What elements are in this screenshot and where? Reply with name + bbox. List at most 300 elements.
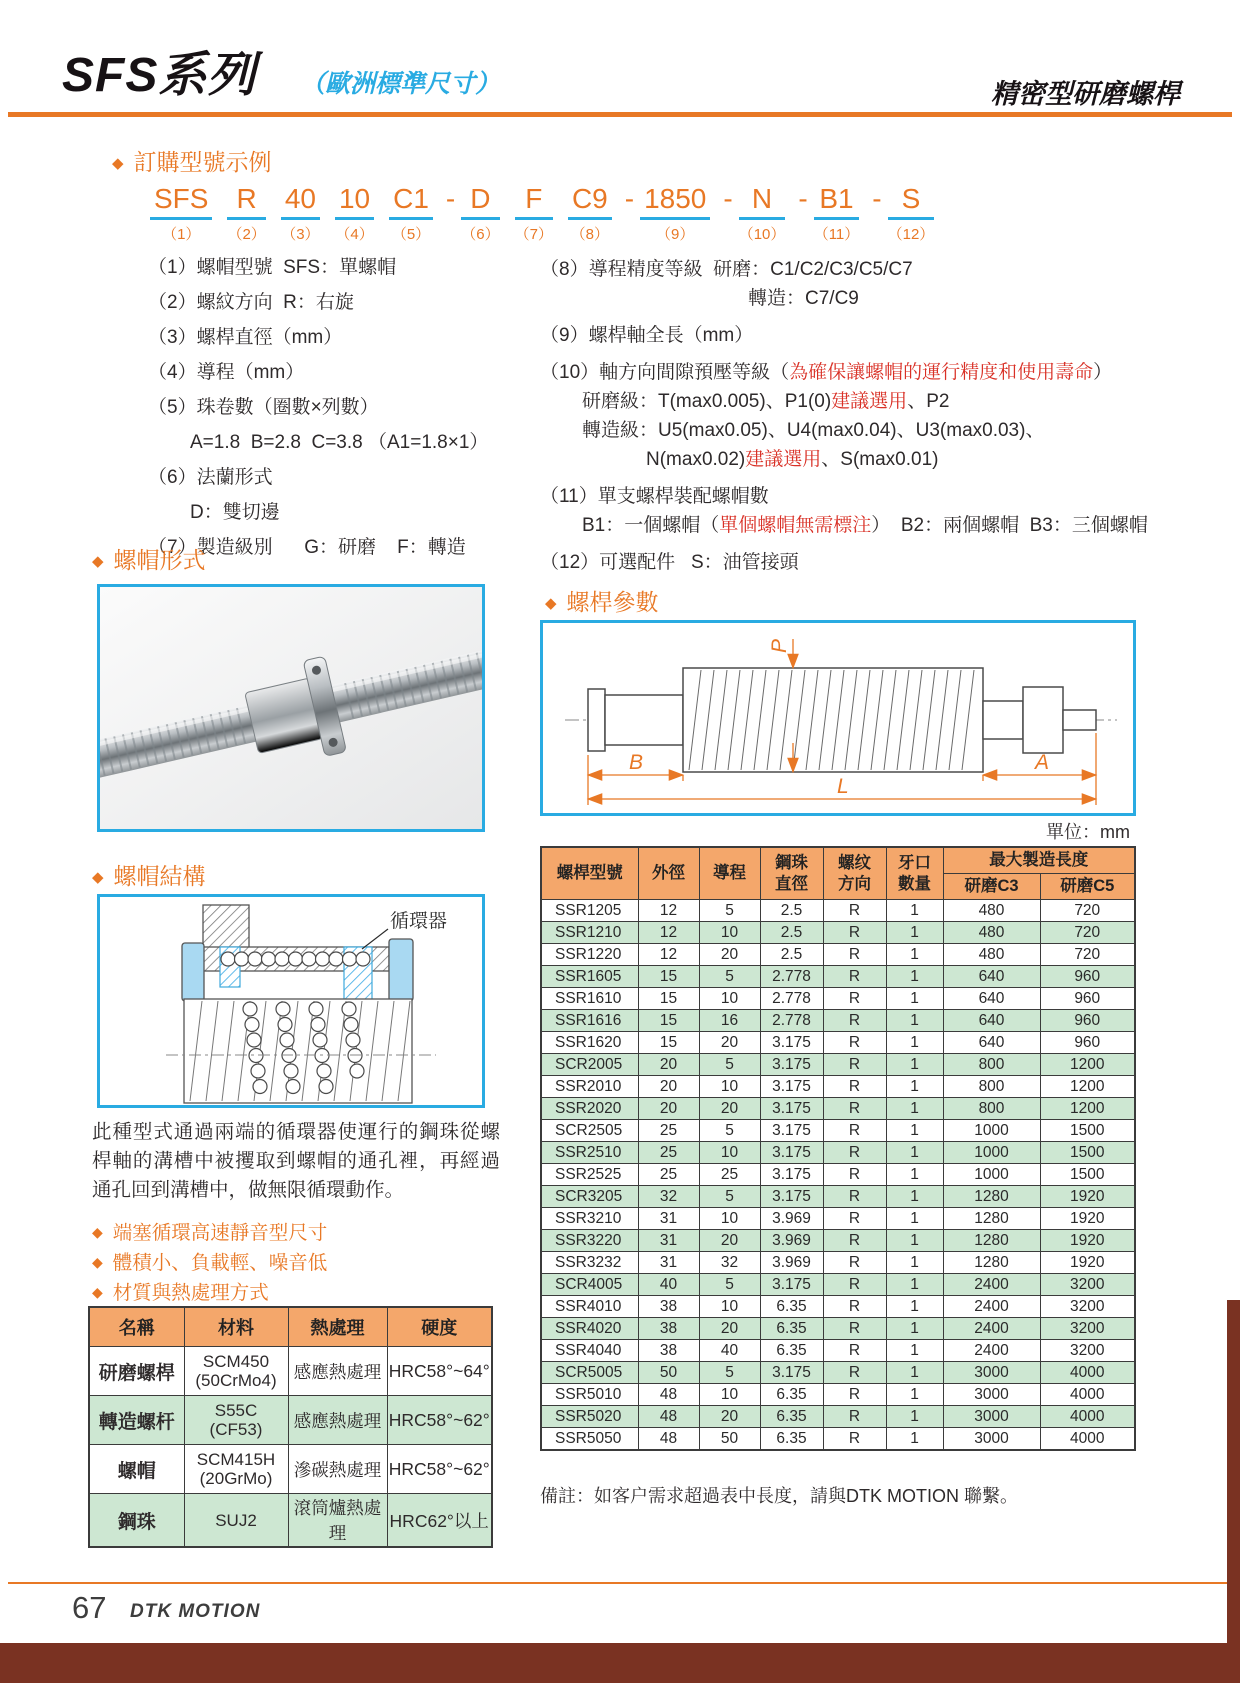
value-cell: R [823,1164,886,1186]
value-cell: 10 [699,1208,760,1230]
value-cell: 15 [638,1032,699,1054]
note-line: B1：一個螺帽（單個螺帽無需標注） B2：兩個螺帽 B3：三個螺帽 [582,515,1148,536]
table-row [541,1406,1135,1428]
page-edge-band-right [1227,1300,1240,1683]
table-row [541,1340,1135,1362]
value-cell: 3.175 [760,1032,823,1054]
material-hardness-cell: HRC58°~64° [387,1347,492,1396]
value-cell: 12 [638,944,699,966]
table-row [541,1384,1135,1406]
value-cell: 1920 [1040,1186,1135,1208]
value-cell: 1 [886,922,943,944]
model-code-segment: D （6） [461,183,500,243]
value-cell: 5 [699,1054,760,1076]
value-cell: 5 [699,900,760,922]
model-cell: SSR4040 [541,1340,638,1362]
model-cell: SSR2510 [541,1142,638,1164]
value-cell: 960 [1040,988,1135,1010]
nut-structure-diagram [97,894,485,1108]
feature-bullet: ◆ 端塞循環高速靜音型尺寸 [92,1222,328,1244]
table-note: 備註：如客户需求超過表中長度，請與DTK MOTION 聯繫。 [540,1486,1018,1506]
value-cell: 5 [699,1120,760,1142]
value-cell: 38 [638,1318,699,1340]
nut-structure-paragraph: 此種型式通過兩端的循環器使運行的鋼珠從螺桿軸的溝槽中被攫取到螺帽的通孔裡，再經過通孔回到溝槽中，做無限循環動作。 [92,1121,500,1201]
value-cell: 20 [638,1098,699,1120]
value-cell: 38 [638,1296,699,1318]
value-cell: 1500 [1040,1164,1135,1186]
value-cell: 1200 [1040,1098,1135,1120]
note-line: （5）珠卷數（圈數×列數） [148,397,379,418]
model-cell: SSR2525 [541,1164,638,1186]
value-cell: 480 [943,944,1040,966]
table-row [541,1252,1135,1274]
value-cell: 3000 [943,1428,1040,1451]
note-line: （2）螺紋方向 R：右旋 [148,292,354,313]
value-cell: 3000 [943,1384,1040,1406]
note-line: （7）製造級別 G：研磨 F：轉造 [148,537,466,558]
model-cell: SSR2010 [541,1076,638,1098]
table-row [541,1076,1135,1098]
material-name-cell: 研磨螺桿 [89,1347,184,1396]
value-cell: 1 [886,1230,943,1252]
value-cell: 720 [1040,900,1135,922]
model-code-segment: C1 （5） [389,182,433,244]
value-cell: 1 [886,1318,943,1340]
shaft-dimension-diagram [540,620,1136,816]
value-cell: 1280 [943,1230,1040,1252]
value-cell: 640 [943,988,1040,1010]
table-row [541,1032,1135,1054]
brand-name: DTK MOTION [130,1601,261,1622]
value-cell: 1280 [943,1208,1040,1230]
order-example-heading: ◆ 訂購型號示例 [112,149,272,175]
value-cell: 20 [699,1230,760,1252]
value-cell: 4000 [1040,1406,1135,1428]
shaft-diagram-drawing [543,623,1133,813]
value-cell: R [823,1054,886,1076]
unit-label: 單位：mm [1046,822,1130,842]
note-line: 轉造級：U5(max0.05)、U4(max0.04)、U3(max0.03)、 [582,420,1045,441]
material-row [89,1445,492,1494]
value-cell: 1 [886,944,943,966]
value-cell: 10 [699,1076,760,1098]
value-cell: 2400 [943,1340,1040,1362]
value-cell: 5 [699,1362,760,1384]
value-cell: 480 [943,900,1040,922]
model-code-segment: 10 （4） [335,183,374,243]
value-cell: 1000 [943,1164,1040,1186]
value-cell: R [823,1296,886,1318]
value-cell: R [823,1274,886,1296]
value-cell: R [823,1076,886,1098]
diamond-icon: ◆ [92,1224,103,1240]
value-cell: 6.35 [760,1384,823,1406]
value-cell: 1 [886,1120,943,1142]
value-cell: 1920 [1040,1252,1135,1274]
value-cell: 1 [886,988,943,1010]
header-rule [8,112,1232,117]
feature-bullets [92,1218,327,1308]
value-cell: 1920 [1040,1230,1135,1252]
dim-label-b: B [629,751,644,774]
value-cell: 1 [886,1384,943,1406]
model-code-segment: SFS （1） [150,182,212,244]
screw-parameters-table [540,846,1136,1451]
diamond-icon: ◆ [545,595,557,612]
model-cell: SSR4020 [541,1318,638,1340]
note-line: （9）螺桿軸全長（mm） [540,325,754,346]
value-cell: 2400 [943,1318,1040,1340]
material-col-name: 名稱 [89,1307,184,1347]
model-cell: SSR1616 [541,1010,638,1032]
value-cell: 20 [699,1318,760,1340]
page-edge-band-bottom [0,1643,1240,1683]
model-cell: SSR4010 [541,1296,638,1318]
value-cell: 25 [638,1164,699,1186]
value-cell: R [823,1230,886,1252]
value-cell: 1 [886,1428,943,1451]
model-cell: SCR5005 [541,1362,638,1384]
model-code-dash: - [872,183,882,214]
material-material-cell: SCM415H (20GrMo) [184,1445,288,1494]
table-row [541,966,1135,988]
value-cell: 4000 [1040,1362,1135,1384]
value-cell: 1 [886,1362,943,1384]
value-cell: 3.969 [760,1230,823,1252]
value-cell: 12 [638,922,699,944]
value-cell: R [823,1362,886,1384]
col-header-starts: 牙口 數量 [886,847,943,900]
model-cell: SCR2505 [541,1120,638,1142]
value-cell: 10 [699,988,760,1010]
value-cell: 4000 [1040,1384,1135,1406]
table-row [541,1428,1135,1451]
model-cell: SSR3210 [541,1208,638,1230]
model-cell: SCR3205 [541,1186,638,1208]
diamond-icon: ◆ [92,869,104,886]
value-cell: 20 [638,1054,699,1076]
note-line: A=1.8 B=2.8 C=3.8 （A1=1.8×1） [190,432,489,453]
value-cell: 25 [699,1164,760,1186]
value-cell: 1 [886,1076,943,1098]
note-line: （4）導程（mm） [148,362,305,383]
order-notes-left [148,256,538,571]
note-line: （8）導程精度等級 研磨：C1/C2/C3/C5/C7 [540,259,913,280]
table-row [541,1010,1135,1032]
value-cell: 5 [699,1186,760,1208]
value-cell: 640 [943,1032,1040,1054]
value-cell: 1 [886,1098,943,1120]
value-cell: 50 [638,1362,699,1384]
value-cell: R [823,1340,886,1362]
value-cell: 480 [943,922,1040,944]
value-cell: 2.778 [760,988,823,1010]
product-type-title: 精密型研磨螺桿 [991,79,1180,109]
table-row [541,900,1135,922]
model-cell: SCR2005 [541,1054,638,1076]
col-header-c5: 研磨C5 [1040,874,1135,900]
model-code-dash: - [723,183,733,214]
dim-label-p: P [768,638,791,653]
value-cell: 640 [943,966,1040,988]
value-cell: 1 [886,1274,943,1296]
model-code-segment: R （2） [227,183,266,243]
value-cell: 2.778 [760,966,823,988]
value-cell: 3200 [1040,1274,1135,1296]
value-cell: 16 [699,1010,760,1032]
model-code-segment: B1 （11） [813,183,860,243]
value-cell: 31 [638,1230,699,1252]
value-cell: R [823,1120,886,1142]
value-cell: 20 [699,944,760,966]
material-hardness-cell: HRC62°以上 [387,1494,492,1548]
value-cell: 1 [886,1142,943,1164]
note-line: （12）可選配件 S：油管接頭 [540,552,799,573]
table-row [541,1362,1135,1384]
value-cell: 31 [638,1252,699,1274]
value-cell: R [823,1098,886,1120]
table-row [541,944,1135,966]
col-header-lead: 導程 [699,847,760,900]
model-cell: SSR1205 [541,900,638,922]
value-cell: 1 [886,1406,943,1428]
value-cell: 5 [699,1274,760,1296]
material-name-cell: 轉造螺杆 [89,1396,184,1445]
value-cell: 3.175 [760,1362,823,1384]
value-cell: 25 [638,1120,699,1142]
value-cell: 1200 [1040,1076,1135,1098]
value-cell: 720 [1040,944,1135,966]
feature-bullet: ◆ 體積小、負載輕、噪音低 [92,1252,328,1274]
value-cell: 1 [886,1164,943,1186]
material-row [89,1494,492,1548]
value-cell: 1500 [1040,1120,1135,1142]
value-cell: 15 [638,1010,699,1032]
value-cell: 48 [638,1406,699,1428]
diamond-icon: ◆ [92,553,104,570]
value-cell: 3.175 [760,1054,823,1076]
value-cell: 800 [943,1076,1040,1098]
value-cell: 3.969 [760,1208,823,1230]
material-treatment-cell: 滾筒爐熱處理 [288,1494,387,1548]
note-line: D：雙切邊 [190,502,280,523]
value-cell: 40 [699,1340,760,1362]
col-header-c3: 研磨C3 [943,874,1040,900]
note-line: （1）螺帽型號 SFS：單螺帽 [148,257,397,278]
diamond-icon: ◆ [92,1284,103,1300]
circulator-label: 循環器 [390,911,448,932]
value-cell: R [823,1186,886,1208]
value-cell: R [823,900,886,922]
value-cell: 3.175 [760,1098,823,1120]
value-cell: 3.175 [760,1274,823,1296]
value-cell: 10 [699,1142,760,1164]
dim-label-a: A [1035,751,1050,774]
table-row [541,1186,1135,1208]
table-row [541,1054,1135,1076]
value-cell: 3200 [1040,1318,1135,1340]
value-cell: 2.778 [760,1010,823,1032]
table-row [541,1296,1135,1318]
model-code-segment: 40 （3） [281,183,320,243]
note-line: N(max0.02)建議選用、S(max0.01) [646,449,939,470]
value-cell: 2.5 [760,900,823,922]
value-cell: 6.35 [760,1340,823,1362]
value-cell: 4000 [1040,1428,1135,1451]
value-cell: 20 [699,1406,760,1428]
material-treatment-cell: 感應熱處理 [288,1347,387,1396]
model-cell: SSR1610 [541,988,638,1010]
page-number: 67 [72,1590,107,1625]
value-cell: R [823,1252,886,1274]
value-cell: 3.175 [760,1142,823,1164]
ball-screw-photo-drawing [100,587,482,829]
material-hardness-cell: HRC58°~62° [387,1445,492,1494]
value-cell: 3000 [943,1362,1040,1384]
material-col-treatment: 熱處理 [288,1307,387,1347]
series-subtitle: （歐洲標準尺寸） [300,70,501,98]
model-cell: SCR4005 [541,1274,638,1296]
value-cell: R [823,1406,886,1428]
value-cell: 3.175 [760,1164,823,1186]
order-notes-right [540,258,1200,580]
footer-rule [8,1582,1232,1584]
value-cell: 12 [638,900,699,922]
note-line: （11）單支螺桿裝配螺帽數 [540,486,769,507]
value-cell: 960 [1040,966,1135,988]
value-cell: 1 [886,1252,943,1274]
value-cell: 20 [699,1098,760,1120]
model-cell: SSR3220 [541,1230,638,1252]
value-cell: 6.35 [760,1406,823,1428]
col-header-od: 外徑 [638,847,699,900]
table-row [541,1164,1135,1186]
material-hardness-cell: HRC58°~62° [387,1396,492,1445]
value-cell: 640 [943,1010,1040,1032]
note-line: （10）軸方向間隙預壓等級（為確保讓螺帽的運行精度和使用壽命） [540,362,1113,383]
value-cell: 50 [699,1428,760,1451]
nut-structure-heading: ◆ 螺帽結構 [92,863,206,889]
value-cell: 48 [638,1428,699,1451]
value-cell: 1 [886,1296,943,1318]
note-line: 轉造：C7/C9 [748,288,859,309]
model-code-dash: - [624,183,635,214]
value-cell: 1 [886,1186,943,1208]
value-cell: 960 [1040,1010,1135,1032]
value-cell: 720 [1040,922,1135,944]
value-cell: 1 [886,1208,943,1230]
model-cell: SSR5010 [541,1384,638,1406]
ball-screw-photo [97,584,485,832]
value-cell: 1000 [943,1120,1040,1142]
value-cell: 2400 [943,1274,1040,1296]
model-code-segment: F （7） [514,183,553,243]
value-cell: 1 [886,966,943,988]
value-cell: 3.969 [760,1252,823,1274]
model-cell: SSR2020 [541,1098,638,1120]
model-code-segment: S （12） [887,183,935,243]
value-cell: 1280 [943,1252,1040,1274]
value-cell: R [823,1010,886,1032]
note-line: （6）法蘭形式 [148,467,273,488]
table-row [541,1318,1135,1340]
series-title: SFS系列 [62,49,257,102]
value-cell: 10 [699,922,760,944]
material-material-cell: SUJ2 [184,1494,288,1548]
col-header-max-length: 最大製造長度 [943,847,1135,874]
table-row [541,1230,1135,1252]
value-cell: R [823,944,886,966]
value-cell: 1 [886,1340,943,1362]
col-header-ball-dia: 鋼珠 直徑 [760,847,823,900]
value-cell: 15 [638,988,699,1010]
col-header-model: 螺桿型號 [541,847,638,900]
value-cell: 15 [638,966,699,988]
value-cell: 1280 [943,1186,1040,1208]
value-cell: 2.5 [760,944,823,966]
value-cell: 5 [699,966,760,988]
value-cell: 38 [638,1340,699,1362]
material-table [88,1306,493,1548]
value-cell: R [823,988,886,1010]
table-row [541,1142,1135,1164]
value-cell: 3.175 [760,1186,823,1208]
value-cell: 32 [699,1252,760,1274]
material-name-cell: 鋼珠 [89,1494,184,1548]
material-name-cell: 螺帽 [89,1445,184,1494]
value-cell: 25 [638,1142,699,1164]
material-row [89,1347,492,1396]
material-treatment-cell: 感應熱處理 [288,1396,387,1445]
value-cell: 1 [886,1032,943,1054]
material-treatment-cell: 滲碳熱處理 [288,1445,387,1494]
table-row [541,988,1135,1010]
value-cell: 3.175 [760,1120,823,1142]
value-cell: 3200 [1040,1296,1135,1318]
value-cell: 1 [886,1010,943,1032]
value-cell: 20 [699,1032,760,1054]
feature-bullet: ◆ 材質與熱處理方式 [92,1282,269,1304]
value-cell: R [823,966,886,988]
value-cell: 20 [638,1076,699,1098]
model-code-dash: - [445,183,456,214]
value-cell: R [823,1142,886,1164]
value-cell: 1 [886,900,943,922]
material-material-cell: S55C (CF53) [184,1396,288,1445]
model-cell: SSR5020 [541,1406,638,1428]
nut-type-heading: ◆ 螺帽形式 [92,547,206,573]
value-cell: 6.35 [760,1318,823,1340]
value-cell: 3200 [1040,1340,1135,1362]
value-cell: 31 [638,1208,699,1230]
model-cell: SSR1620 [541,1032,638,1054]
value-cell: 960 [1040,1032,1135,1054]
model-cell: SSR5050 [541,1428,638,1451]
model-cell: SSR1605 [541,966,638,988]
shaft-params-heading: ◆ 螺桿參數 [545,589,659,615]
value-cell: R [823,1208,886,1230]
model-code-segment: 1850 （9） [640,182,710,244]
note-line: 研磨級：T(max0.005)、P1(0)建議選用、P2 [582,391,950,412]
model-cell: SSR1210 [541,922,638,944]
value-cell: 48 [638,1384,699,1406]
value-cell: 1500 [1040,1142,1135,1164]
note-line: （3）螺桿直徑（mm） [148,327,343,348]
value-cell: 3.175 [760,1076,823,1098]
value-cell: 1000 [943,1142,1040,1164]
value-cell: 6.35 [760,1428,823,1451]
model-cell: SSR3232 [541,1252,638,1274]
